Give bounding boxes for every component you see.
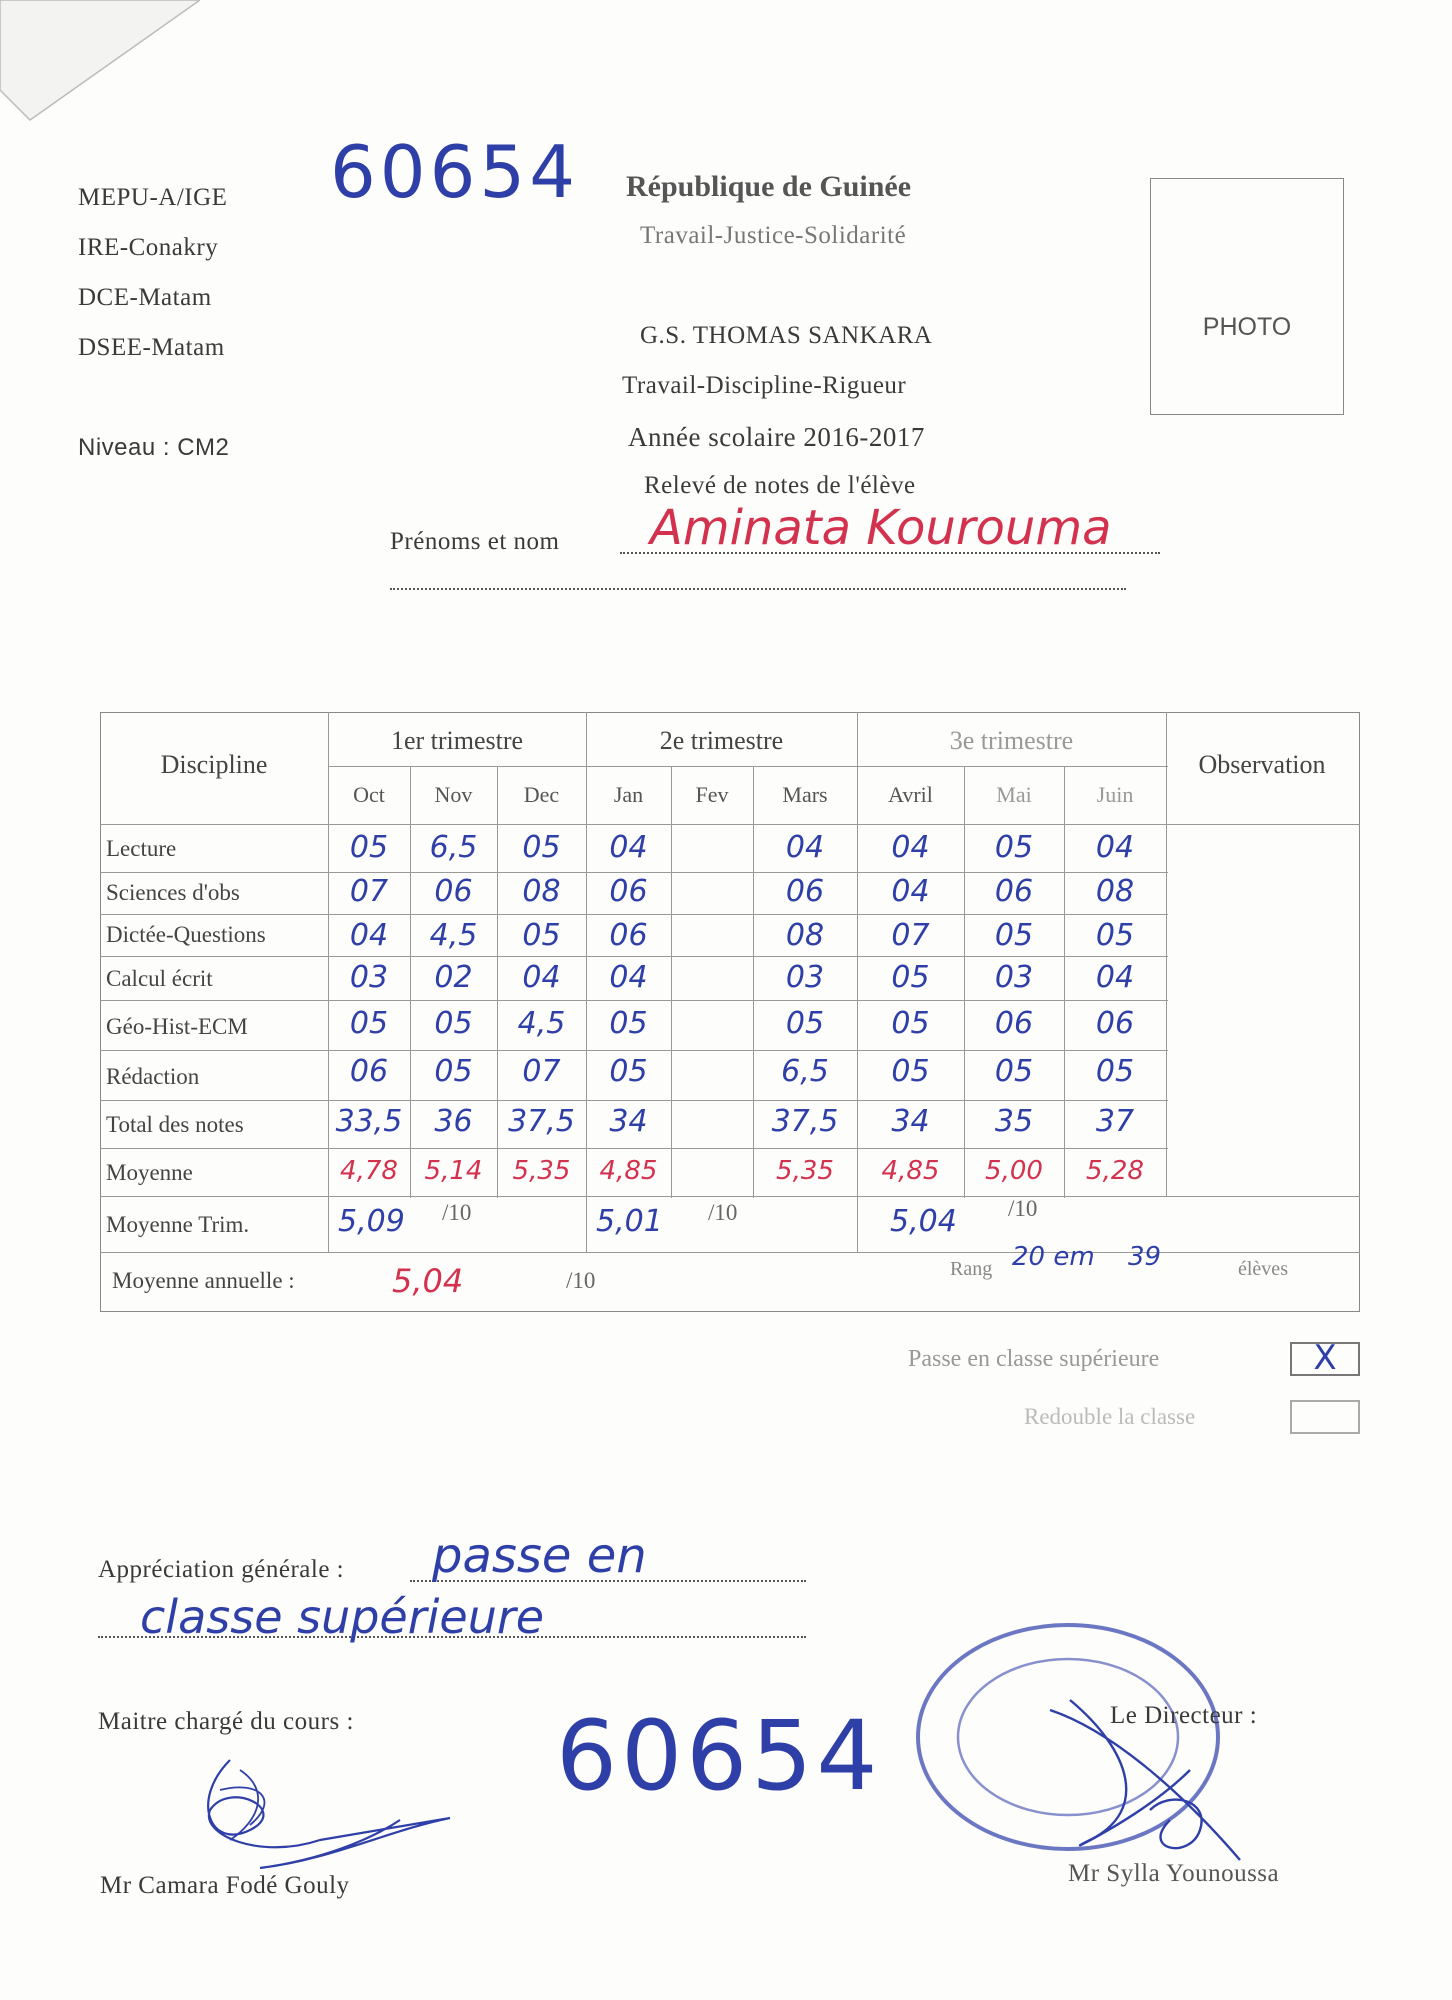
month-nov: Nov (434, 782, 473, 807)
dce-line: DCE-Matam (78, 284, 212, 311)
month-jan: Jan (613, 782, 644, 807)
grade-cell: 34 (609, 1104, 648, 1139)
grade-cell: 36 (434, 1104, 473, 1139)
grades-table (100, 712, 1360, 1312)
grade-cell: 05 (434, 1006, 473, 1041)
redouble-checkbox[interactable] (1290, 1400, 1360, 1434)
grade-cell: 05 (1095, 1054, 1135, 1089)
month-mai: Mai (996, 782, 1032, 807)
rang-suffix: élèves (1238, 1258, 1288, 1280)
row-label-calcul: Calcul écrit (106, 966, 213, 991)
month-dec: Dec (523, 782, 560, 807)
grade-cell: 05 (1095, 918, 1135, 953)
student-name-line-2 (390, 588, 1126, 590)
grade-cell: 03 (994, 960, 1034, 995)
grade-cell: 05 (891, 1054, 930, 1089)
redouble-label: Redouble la classe (1024, 1404, 1196, 1429)
grade-cell: 4,5 (429, 918, 478, 953)
grade-cell: 06 (609, 874, 648, 909)
moyenne-cell: 5,35 (776, 1156, 834, 1186)
grade-cell: 06 (994, 874, 1034, 909)
trimester-2-header: 2e trimestre (659, 726, 784, 755)
passe-check-mark: X (1313, 1338, 1337, 1378)
grade-cell: 04 (891, 830, 930, 865)
grade-cell: 07 (891, 918, 930, 953)
moyenne-trim-3-suffix: /10 (1008, 1196, 1038, 1221)
grade-cell: 05 (434, 1054, 473, 1089)
grade-cell: 07 (349, 874, 389, 909)
director-label: Le Directeur : (1110, 1702, 1258, 1729)
appreciation-line-1-text: passe en (432, 1528, 647, 1584)
row-label-moyenne-trim: Moyenne Trim. (106, 1212, 250, 1237)
moyenne-trim-1-suffix: /10 (442, 1200, 472, 1225)
row-label-lecture: Lecture (106, 836, 177, 861)
passe-label: Passe en classe supérieure (908, 1346, 1160, 1372)
grade-cell: 08 (522, 874, 561, 909)
month-mars: Mars (782, 782, 828, 807)
grade-cell: 33,5 (335, 1104, 403, 1139)
moyenne-trim-2-suffix: /10 (708, 1200, 738, 1225)
month-avril: Avril (888, 782, 933, 807)
grade-cell: 04 (609, 830, 648, 865)
grade-cell: 05 (891, 960, 930, 995)
grade-cell: 05 (609, 1054, 648, 1089)
grade-cell: 05 (891, 1006, 930, 1041)
student-name-label: Prénoms et nom (390, 528, 560, 555)
republic-title: République de Guinée (626, 170, 912, 203)
moyenne-cell: 5,28 (1086, 1156, 1144, 1186)
moyenne-cell: 5,14 (424, 1156, 483, 1186)
grade-cell: 34 (891, 1104, 930, 1139)
moyenne-cell: 4,78 (340, 1156, 398, 1186)
grade-cell: 06 (434, 874, 473, 909)
row-label-moyenne-annuelle: Moyenne annuelle : (112, 1268, 295, 1293)
handwritten-number-bottom: 60654 (556, 1700, 882, 1812)
dsee-line: DSEE-Matam (78, 334, 225, 361)
rang-total: 39 (1128, 1242, 1162, 1272)
grade-cell: 04 (522, 960, 561, 995)
discipline-header: Discipline (160, 750, 268, 779)
moyenne-cell: 4,85 (599, 1156, 658, 1186)
row-label-total: Total des notes (106, 1112, 244, 1137)
grade-cell: 05 (994, 918, 1034, 953)
teacher-label: Maitre chargé du cours : (98, 1708, 354, 1735)
student-name: Aminata Kourouma (650, 500, 1112, 556)
grade-cell: 05 (522, 830, 561, 865)
grade-cell: 6,5 (429, 830, 478, 865)
grade-cell: 35 (994, 1104, 1034, 1139)
month-fev: Fev (695, 782, 729, 807)
republic-motto: Travail-Justice-Solidarité (640, 222, 907, 249)
trimester-1-header: 1er trimestre (390, 726, 524, 755)
grade-cell: 03 (785, 960, 825, 995)
document-title: Relevé de notes de l'élève (644, 472, 916, 499)
row-label-moyenne: Moyenne (106, 1160, 193, 1185)
grade-cell: 37,5 (771, 1104, 839, 1139)
niveau-label: Niveau : CM2 (78, 434, 230, 461)
trimester-3-header: 3e trimestre (949, 726, 1074, 755)
grade-cell: 05 (522, 918, 561, 953)
teacher-name: Mr Camara Fodé Gouly (100, 1872, 350, 1899)
folded-corner (0, 0, 200, 130)
moyenne-cell: 4,85 (881, 1156, 940, 1186)
grade-cell: 6,5 (781, 1054, 829, 1089)
photo-label: PHOTO (1202, 313, 1292, 341)
grade-cell: 04 (1095, 960, 1135, 995)
grade-cell: 08 (1095, 874, 1135, 909)
school-year: Année scolaire 2016-2017 (628, 422, 925, 452)
ministry-line: MEPU-A/IGE (78, 184, 228, 211)
grade-cell: 03 (349, 960, 389, 995)
teacher-signature (170, 1740, 470, 1880)
grade-cell: 06 (349, 1054, 389, 1089)
photo-box (1150, 178, 1344, 415)
row-label-sciences: Sciences d'obs (106, 880, 240, 905)
moyenne-annuelle-suffix: /10 (566, 1268, 596, 1293)
appreciation-line-2-text: classe supérieure (140, 1590, 545, 1644)
director-name: Mr Sylla Younoussa (1068, 1860, 1280, 1887)
passe-checkbox[interactable] (1290, 1338, 1360, 1378)
appreciation-label: Appréciation générale : (98, 1556, 345, 1583)
moyenne-trim-1: 5,09 (338, 1204, 405, 1239)
grade-cell: 06 (785, 874, 825, 909)
grade-cell: 07 (522, 1054, 561, 1089)
grade-cell: 06 (994, 1006, 1034, 1041)
moyenne-trim-3: 5,04 (890, 1204, 957, 1239)
month-juin: Juin (1096, 782, 1134, 807)
moyenne-trim-2: 5,01 (596, 1204, 663, 1239)
rang-value: 20 em (1012, 1242, 1095, 1272)
school-name: G.S. THOMAS SANKARA (640, 322, 933, 349)
row-label-geo-hist: Géo-Hist-ECM (106, 1014, 248, 1039)
row-label-redaction: Rédaction (106, 1064, 200, 1089)
grade-cell: 04 (891, 874, 930, 909)
grade-cell: 04 (785, 830, 825, 865)
grade-cell: 05 (994, 1054, 1034, 1089)
grade-cell: 04 (1095, 830, 1135, 865)
grade-cell: 05 (994, 830, 1034, 865)
moyenne-cell: 5,35 (512, 1156, 571, 1186)
ire-line: IRE-Conakry (78, 234, 219, 261)
observation-header: Observation (1198, 750, 1326, 779)
rang-label: Rang (950, 1258, 993, 1280)
grade-cell: 05 (785, 1006, 825, 1041)
school-motto: Travail-Discipline-Rigueur (622, 372, 907, 399)
moyenne-annuelle-value: 5,04 (392, 1262, 464, 1300)
grade-cell: 08 (785, 918, 825, 953)
row-label-dictee: Dictée-Questions (106, 922, 266, 947)
handwritten-number-top: 60654 (330, 130, 580, 214)
director-signature (1030, 1690, 1290, 1880)
grade-cell: 37 (1095, 1104, 1135, 1139)
grade-cell: 05 (349, 1006, 389, 1041)
grade-cell: 05 (349, 830, 389, 865)
grade-cell: 04 (349, 918, 389, 953)
grade-cell: 06 (609, 918, 648, 953)
grade-cell: 06 (1095, 1006, 1135, 1041)
moyenne-cell: 5,00 (985, 1156, 1043, 1186)
month-oct: Oct (353, 782, 385, 807)
grade-cell: 37,5 (508, 1104, 575, 1139)
grade-cell: 04 (609, 960, 648, 995)
grade-cell: 4,5 (517, 1006, 566, 1041)
grade-cell: 05 (609, 1006, 648, 1041)
grade-cell: 02 (434, 960, 473, 995)
